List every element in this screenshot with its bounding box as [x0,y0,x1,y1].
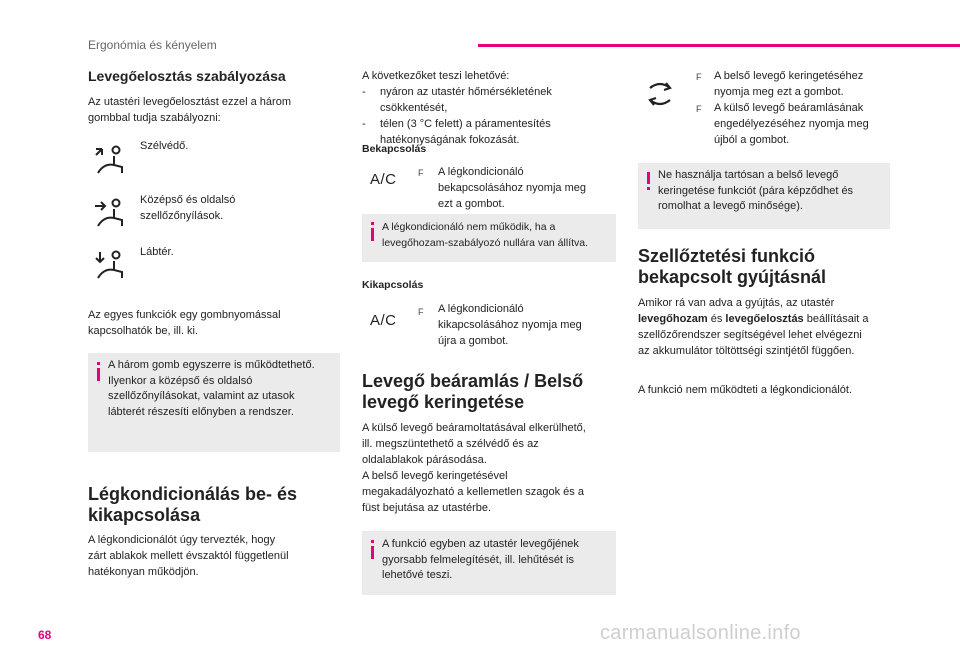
footwell-airflow-icon [92,250,128,282]
recirc-off-line-1: A külső levegő beáramlásának [714,102,864,114]
recirc-para-1: A külső levegő beáramoltatásával elkerülhető, [362,422,586,434]
warning-icon [647,172,650,184]
info-line: Ilyenkor a középső és oldalsó [108,374,253,387]
ac-desc-3: hatékonyan működjön. [88,566,199,578]
warning-line: keringetése funkciót (pára képződhet és [658,184,854,197]
recirc-off-line-3: újból a gombot. [714,134,790,146]
recirculation-heading: Levegő beáramlás / Belső levegő keringetése [362,371,584,412]
ventilation-para-1: Amikor rá van adva a gyújtás, az utastér [638,297,835,309]
ac-desc-1: A légkondicionálót úgy tervezték, hogy [88,534,276,546]
recirc-para-2: ill. megszüntethető a szélvédő és az [362,438,539,450]
bullet-symbol: F [696,104,702,114]
info-line: A légkondicionáló nem működik, ha a [382,221,556,233]
bullet-symbol: F [418,168,424,178]
winter-line-2: hatékonyságának fokozását. [380,134,520,146]
air-recirculation-icon [644,80,676,110]
recirc-para-4: A belső levegő keringetésével [362,470,508,482]
watermark: carmanualsonline.info [600,622,801,644]
middle-vents-airflow-icon [92,198,128,230]
info-box-faster-heating [362,531,616,595]
switch-on-line-1: A légkondicionáló [438,166,524,178]
summer-line-1: nyáron az utastér hőmérsékletének [380,86,552,98]
info-line: levegőhozam-szabályozó nullára van állítva. [382,236,589,249]
function-para-1: Az egyes funkciók egy gombnyomással [88,309,281,321]
bullet-symbol: F [696,72,702,82]
option-windscreen: Szélvédő. [140,140,189,152]
dash-symbol: - [362,86,366,98]
col2-intro: A következőket teszi lehetővé: [362,70,510,82]
ac-button-icon: A/C [370,171,397,188]
section-title: Ergonómia és kényelem [88,38,217,52]
info-icon [371,222,374,225]
info-line: szellőzőnyílásokat, valamint az utasok [108,390,295,402]
info-box-three-buttons [88,353,340,452]
option-footwell: Lábtér. [140,246,174,258]
info-icon [371,540,374,543]
air-distribution-heading: Levegőelosztás szabályozása [88,68,286,84]
info-line: gyorsabb felmelegítését, ill. lehűtését is [382,553,574,566]
page-number: 68 [38,628,52,642]
bullet-symbol: F [418,307,424,317]
switch-off-heading: Kikapcsolás [362,279,424,291]
ventilation-para-4: az akkumulátor töltöttségi szintjétől függően. [638,345,855,357]
ventilation-para-3: szellőzőrendszer segítségével lehet elvégezni [638,329,862,341]
windscreen-airflow-icon [92,145,128,177]
intro-line-1: Az utastéri levegőelosztást ezzel a három [88,96,291,108]
recirc-off-line-2: engedélyezéséhez nyomja meg [714,118,869,130]
ac-onoff-heading: Légkondicionálás be- és kikapcsolása [88,484,298,525]
warning-line: romolhat a levegő minősége). [658,200,803,212]
option-middle-vents-2: szellőzőnyílások. [140,210,224,222]
ventilation-heading: Szellőztetési funkció bekapcsolt gyújtásnál [638,246,827,287]
dash-symbol: - [362,118,366,130]
switch-on-heading: Bekapcsolás [362,143,427,155]
switch-off-line-2: kikapcsolásához nyomja meg [438,319,582,331]
ac-desc-2: zárt ablakok mellett évszaktól függetlenül [88,550,289,562]
ac-button-icon: A/C [370,312,397,329]
info-line: A három gomb egyszerre is működtethető. [108,359,315,371]
warning-box-recirculation [638,163,890,229]
info-line: A funkció egyben az utastér levegőjének [382,538,579,550]
switch-on-line-2: bekapcsolásához nyomja meg [438,182,586,194]
info-box-ac-not-working [362,214,616,262]
recirc-para-5: megakadályozható a kellemetlen szagok és a [362,486,584,498]
header-accent-bar [478,44,960,47]
intro-line-2: gombbal tudja szabályozni: [88,112,221,124]
switch-on-line-3: ezt a gombot. [438,198,505,210]
recirc-para-3: oldalablakok párásodása. [362,454,487,466]
info-icon [97,362,100,365]
recirc-para-6: füst bejutása az utastérbe. [362,502,492,514]
ventilation-note: A funkció nem működteti a légkondicionálót. [638,384,853,396]
ventilation-para-2: levegőhozam és levegőelosztás beállításait a [638,313,869,325]
warning-line: Ne használja tartósan a belső levegő [658,169,839,181]
recirc-on-line-2: nyomja meg ezt a gombot. [714,86,844,98]
option-middle-vents-1: Középső és oldalsó [140,194,236,206]
summer-line-2: csökkentését, [380,102,448,114]
function-para-2: kapcsolhatók be, ill. ki. [88,325,199,337]
info-line: lehetővé teszi. [382,569,453,581]
info-line: lábterét részesíti előnyben a rendszer. [108,405,294,418]
switch-off-line-3: újra a gombot. [438,335,509,347]
recirc-on-line-1: A belső levegő keringetéséhez [714,70,864,82]
winter-line-1: télen (3 °C felett) a páramentesítés [380,118,551,130]
switch-off-line-1: A légkondicionáló [438,303,524,315]
